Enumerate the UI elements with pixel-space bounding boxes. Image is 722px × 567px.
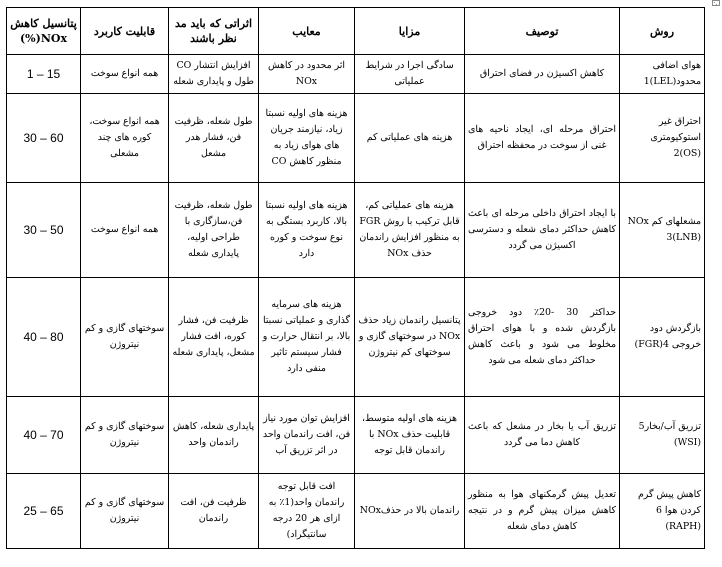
cell-method: مشعلهای کم NOx 3(LNB) [620,183,705,278]
cell-method: هوای اضافی محدود(LEL)1 [620,55,705,94]
cell-disadvantages: هزینه های اولیه نسبتا زیاد، نیازمند جریان های هوای زیاد به منظور کاهش CO [259,94,355,183]
header-row [7,8,705,55]
cell-description: تزریق آب یا بخار در مشعل که باعث کاهش دما می گردد [465,397,620,474]
cell-effects: ظرفیت فن، افت راندمان [169,474,259,549]
cell-advantages: هزینه های اولیه متوسط، قابلیت حذف NOx با راندمان قابل توجه [355,397,465,474]
header-advantages: مزایا [355,8,465,55]
cell-potential: 40 – 70 [7,397,81,474]
header-potential: پتانسیل کاهش NOx(%) [7,8,81,55]
cell-applicability: همه انواع سوخت، کوره های چند مشعلی [81,94,169,183]
cell-potential: 40 – 80 [7,278,81,397]
cell-applicability: سوختهای گازی و کم نیتروژن [81,278,169,397]
table-row [7,55,705,94]
cell-description: تعدیل پیش گرمکنهای هوا به منظور کاهش میزان پیش گرم و در نتیجه کاهش دمای شعله [465,474,620,549]
cell-effects: افزایش انتشار CO طول و پایداری شعله [169,55,259,94]
cell-applicability: سوختهای گازی و کم نیتروژن [81,397,169,474]
table-row [7,474,705,549]
header-effects: اثراتی که باید مد نظر باشند [169,8,259,55]
cell-description: با ایجاد احتراق داخلی مرحله ای باعث کاهش حداکثر دمای شعله و دسترسی اکسیژن می گردد [465,183,620,278]
cell-applicability: سوختهای گازی و کم نیتروژن [81,474,169,549]
cell-description: کاهش اکسیژن در فضای احتراق [465,55,620,94]
cell-method: بازگردش دود خروجی 4(FGR) [620,278,705,397]
cell-advantages: راندمان بالا در حذفNOx [355,474,465,549]
cell-applicability: همه انواع سوخت [81,55,169,94]
cell-disadvantages: افزایش توان مورد نیاز فن، افت راندمان واحد در اثر تزریق آب [259,397,355,474]
cell-advantages: سادگی اجرا در شرایط عملیاتی [355,55,465,94]
cell-potential: 1 – 15 [7,55,81,94]
cell-disadvantages: اثر محدود در کاهش NOx [259,55,355,94]
cell-description: حداکثر 30 -20٪ دود خروجی بازگردش شده و با هوای احتراق مخلوط می شود و باعث کاهش حداکثر دمای شعله می شود [465,278,620,397]
table-row [7,397,705,474]
cell-effects: طول شعله، ظرفیت فن، فشار هدر مشعل [169,94,259,183]
cell-applicability: همه انواع سوخت [81,183,169,278]
table-row [7,278,705,397]
table-row [7,183,705,278]
cell-method: تزریق آب/بخار5 (WSI) [620,397,705,474]
table-row [7,94,705,183]
cell-effects: طول شعله، ظرفیت فن،سازگاری با طراحی اولیه، پایداری شعله [169,183,259,278]
cell-disadvantages: هزینه های سرمایه گذاری و عملیاتی نسبتا بالا، بر انتقال حرارت و فشار سیستم تاثیر منفی دارد [259,278,355,397]
header-description: توصیف [465,8,620,55]
cell-advantages: پتانسیل راندمان زیاد حذف NOx در سوختهای گازی و سوختهای کم نیتروژن [355,278,465,397]
header-disadvantages: معایب [259,8,355,55]
table-anchor-icon [712,0,720,6]
cell-method: احتراق غیر استوکیومتری (OS)2 [620,94,705,183]
nox-reduction-methods-table [6,7,705,549]
cell-disadvantages: هزینه های اولیه نسبتا بالا، کاربرد بستگی به نوع سوخت و کوره دارد [259,183,355,278]
cell-description: احتراق مرحله ای، ایجاد ناحیه های غنی از سوخت در محفظه احتراق [465,94,620,183]
cell-advantages: هزینه های عملیاتی کم، قابل ترکیب با روش FGR به منظور افزایش راندمان حذف NOx [355,183,465,278]
header-applicability: قابلیت کاربرد [81,8,169,55]
cell-method: کاهش پیش گرم کردن هوا 6 (RAPH) [620,474,705,549]
cell-effects: پایداری شعله، کاهش راندمان واحد [169,397,259,474]
cell-potential: 30 – 50 [7,183,81,278]
cell-advantages: هزینه های عملیاتی کم [355,94,465,183]
cell-potential: 25 – 65 [7,474,81,549]
cell-potential: 30 – 60 [7,94,81,183]
header-method: روش [620,8,705,55]
cell-effects: ظرفیت فن، فشار کوره، افت فشار مشعل، پایداری شعله [169,278,259,397]
cell-disadvantages: افت قابل توجه راندمان واحد(1٪ به ازای هر 20 درجه سانتیگراد) [259,474,355,549]
